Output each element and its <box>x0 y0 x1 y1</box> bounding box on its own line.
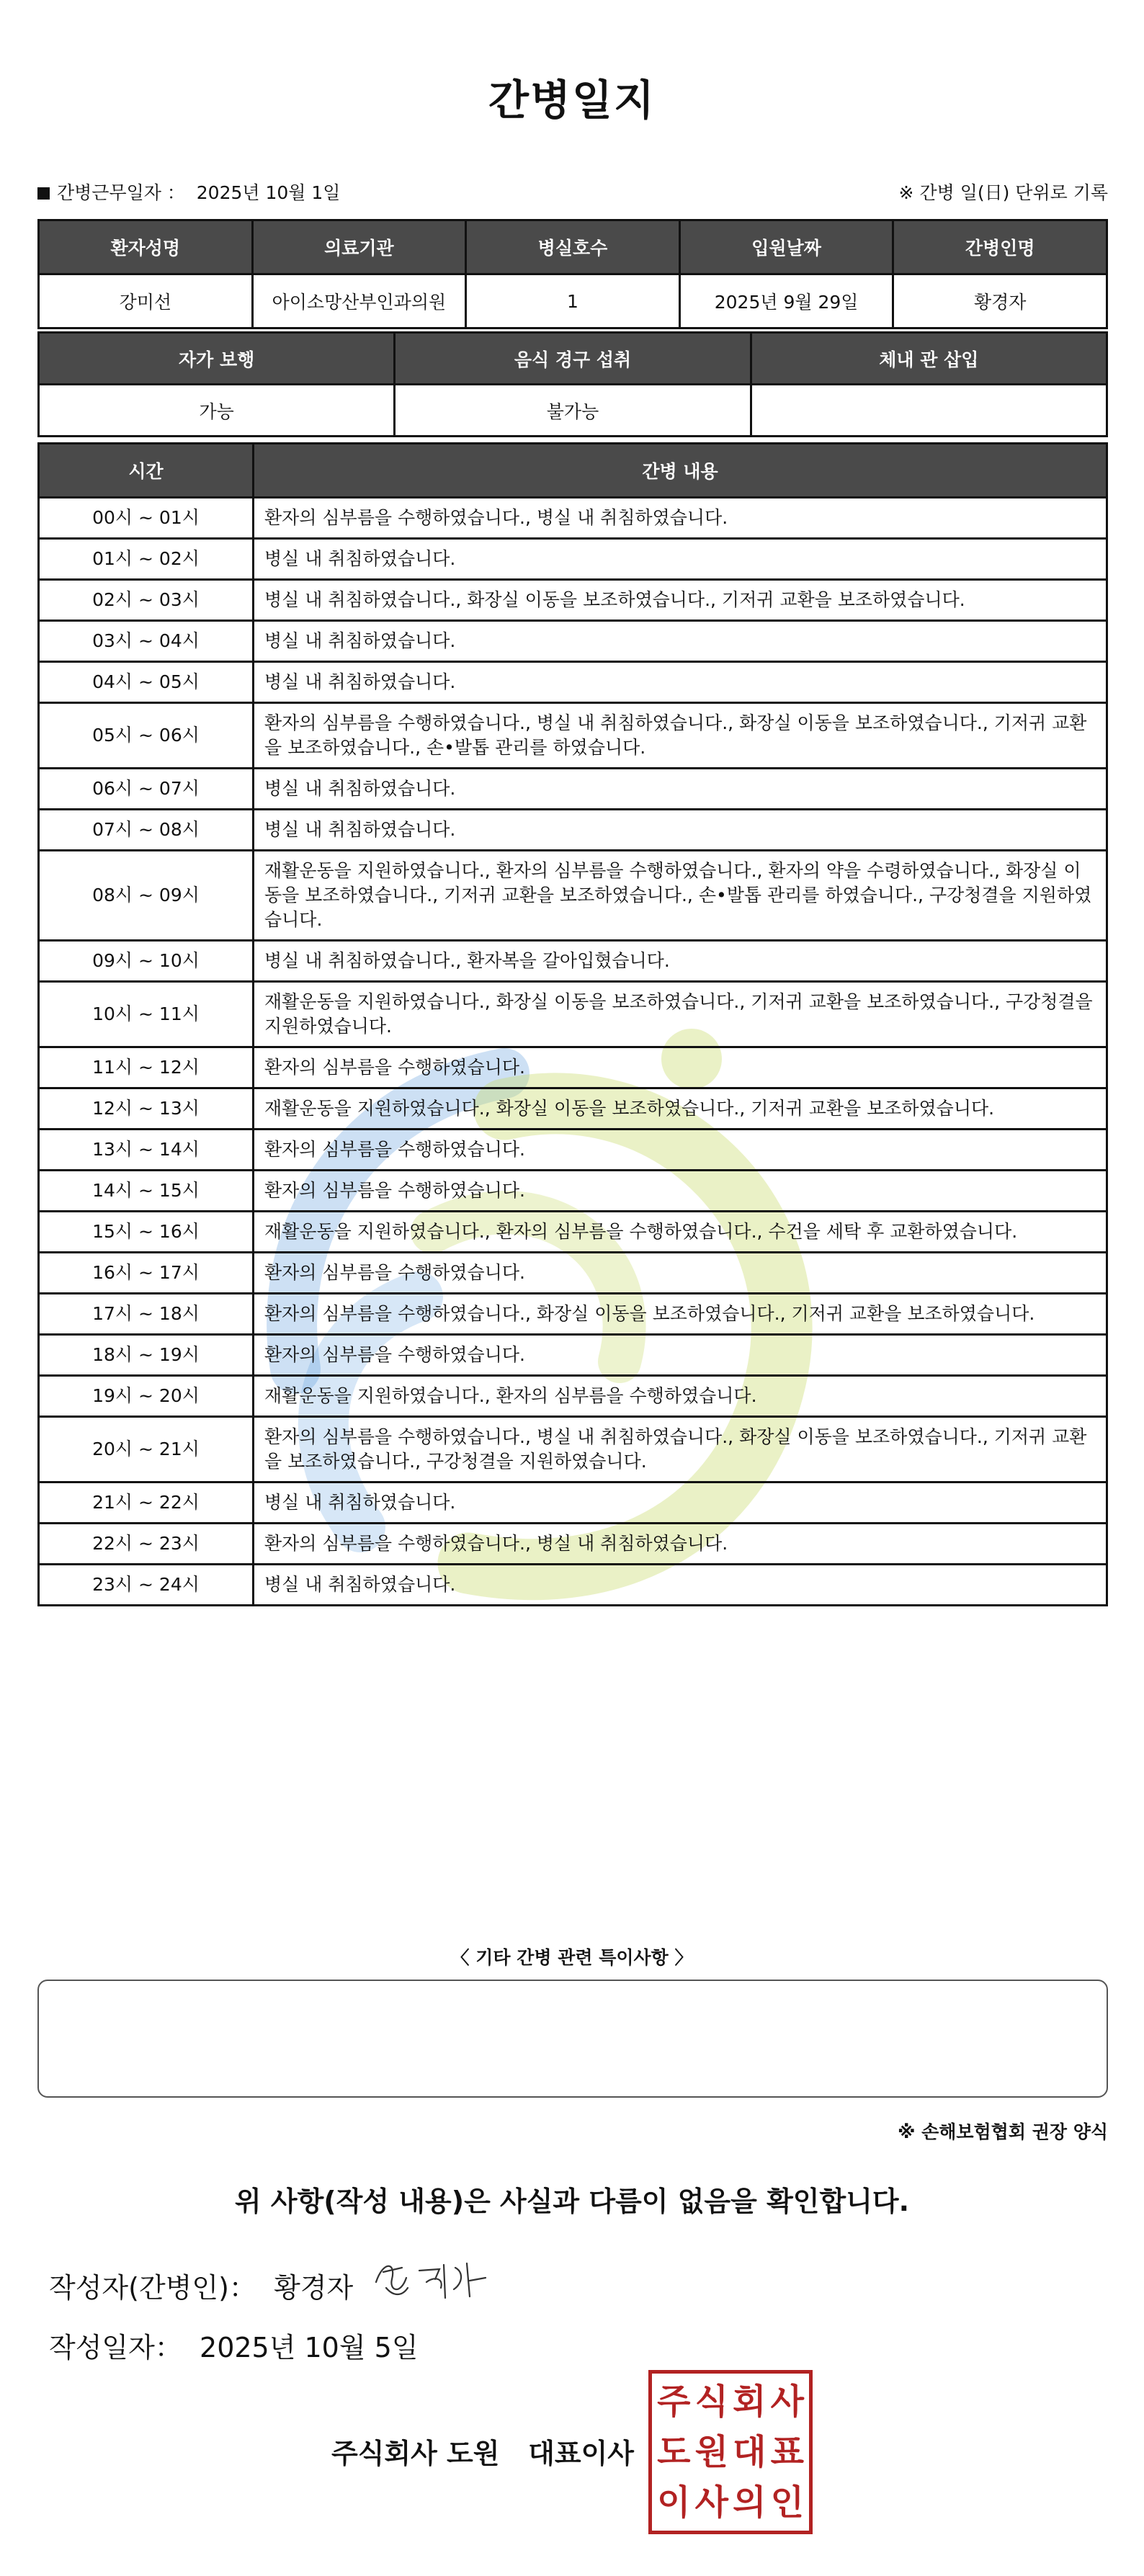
log-content-cell: 환자의 심부름을 수행하였습니다. <box>254 1335 1107 1376</box>
care-log-row <box>39 1294 1107 1335</box>
log-time-cell: 22시 ~ 23시 <box>39 1524 254 1565</box>
log-time-cell: 20시 ~ 21시 <box>39 1417 254 1482</box>
notes-label: 〈 기타 간병 관련 특이사항 〉 <box>451 1947 693 1968</box>
page-title: 간병일지 <box>488 76 656 125</box>
seal-char: 주 <box>657 2382 691 2422</box>
log-time-cell: 00시 ~ 01시 <box>39 498 254 539</box>
log-time-cell: 04시 ~ 05시 <box>39 662 254 703</box>
log-time-cell: 03시 ~ 04시 <box>39 621 254 662</box>
log-time-cell: 06시 ~ 07시 <box>39 769 254 810</box>
seal-char: 이 <box>657 2482 691 2523</box>
log-content-cell: 환자의 심부름을 수행하였습니다., 병실 내 취침하였습니다. <box>254 498 1107 539</box>
writer-row <box>49 2266 353 2305</box>
care-log-row <box>39 941 1107 982</box>
patient-name: 강미선 <box>39 274 253 328</box>
log-content-cell: 환자의 심부름을 수행하였습니다., 화장실 이동을 보조하였습니다., 기저귀 교환을 보조하였습니다. <box>254 1294 1107 1335</box>
log-content-cell: 환자의 심부름을 수행하였습니다. <box>254 1130 1107 1171</box>
header-patient-name: 환자성명 <box>39 220 253 274</box>
company-name: 주식회사 도원 <box>331 2438 500 2469</box>
writer-label: 작성자(간병인)： <box>49 2272 256 2304</box>
log-time-cell: 10시 ~ 11시 <box>39 982 254 1047</box>
self-walking-value: 가능 <box>39 385 395 437</box>
written-date-row <box>49 2325 419 2365</box>
log-content-cell: 환자의 심부름을 수행하였습니다., 병실 내 취침하였습니다., 화장실 이동을 보조하였습니다., 기저귀 교환을 보조하였습니다., 구강청결을 지원하였습니다. <box>254 1417 1107 1482</box>
caregiver-name: 황경자 <box>893 274 1107 328</box>
log-content-cell: 환자의 심부름을 수행하였습니다., 병실 내 취침하였습니다., 화장실 이동을 보조하였습니다., 기저귀 교환을 보조하였습니다., 손•발톱 관리를 하였습니다. <box>254 703 1107 769</box>
care-log-row <box>39 1253 1107 1294</box>
header-room-number: 병실호수 <box>466 220 680 274</box>
seal-char: 표 <box>770 2432 804 2472</box>
log-content-cell: 병실 내 취침하였습니다. <box>254 1482 1107 1524</box>
care-log-row <box>39 1417 1107 1482</box>
care-log-row <box>39 982 1107 1047</box>
header-self-walking: 자가 보행 <box>39 333 395 385</box>
log-time-cell: 16시 ~ 17시 <box>39 1253 254 1294</box>
log-time-cell: 15시 ~ 16시 <box>39 1212 254 1253</box>
seal-char: 원 <box>694 2432 728 2472</box>
log-content-cell: 환자의 심부름을 수행하였습니다., 병실 내 취침하였습니다. <box>254 1524 1107 1565</box>
log-content-cell: 병실 내 취침하였습니다. <box>254 662 1107 703</box>
log-content-cell: 재활운동을 지원하였습니다., 환자의 심부름을 수행하였습니다., 수건을 세탁 후 교환하였습니다. <box>254 1212 1107 1253</box>
written-date-label: 작성일자： <box>49 2332 182 2363</box>
seal-char: 의 <box>733 2482 767 2523</box>
log-time-cell: 01시 ~ 02시 <box>39 539 254 580</box>
care-log-row <box>39 851 1107 941</box>
record-unit-note: ※ 간병 일(日) 단위로 기록 <box>898 182 1108 203</box>
log-time-cell: 02시 ~ 03시 <box>39 580 254 621</box>
work-date-value: 2025년 10월 1일 <box>196 182 341 203</box>
log-content-cell: 병실 내 취침하였습니다. <box>254 769 1107 810</box>
room-number: 1 <box>466 274 680 328</box>
care-log-row <box>39 1335 1107 1376</box>
care-log-row <box>39 662 1107 703</box>
patient-info-value-row <box>39 274 1107 328</box>
log-time-cell: 09시 ~ 10시 <box>39 941 254 982</box>
header-caregiver-name: 간병인명 <box>893 220 1107 274</box>
oral-intake-value: 불가능 <box>395 385 751 437</box>
log-time-cell: 12시 ~ 13시 <box>39 1088 254 1130</box>
care-log-row <box>39 1047 1107 1088</box>
adl-value-row <box>39 385 1107 437</box>
seal-char: 사 <box>694 2482 728 2523</box>
log-time-cell: 19시 ~ 20시 <box>39 1376 254 1417</box>
care-log-row <box>39 621 1107 662</box>
care-log-row <box>39 1130 1107 1171</box>
log-time-cell: 23시 ~ 24시 <box>39 1565 254 1606</box>
log-content-cell: 재활운동을 지원하였습니다., 화장실 이동을 보조하였습니다., 기저귀 교환을 보조하였습니다., 구강청결을 지원하였습니다. <box>254 982 1107 1047</box>
seal-char: 회 <box>733 2382 767 2422</box>
work-date-row <box>37 179 340 205</box>
seal-characters <box>655 2376 806 2528</box>
care-log-row <box>39 498 1107 539</box>
care-log-row <box>39 1524 1107 1565</box>
care-log-row <box>39 769 1107 810</box>
seal-char: 도 <box>657 2432 691 2472</box>
log-time-cell: 07시 ~ 08시 <box>39 810 254 851</box>
log-content-cell: 병실 내 취침하였습니다. <box>254 621 1107 662</box>
log-content-cell: 환자의 심부름을 수행하였습니다. <box>254 1253 1107 1294</box>
log-content-cell: 병실 내 취침하였습니다. <box>254 539 1107 580</box>
care-log-row <box>39 580 1107 621</box>
log-time-cell: 11시 ~ 12시 <box>39 1047 254 1088</box>
log-content-cell: 환자의 심부름을 수행하였습니다. <box>254 1171 1107 1212</box>
company-seal-stamp <box>648 2370 813 2534</box>
handwritten-signature <box>369 2246 499 2311</box>
standard-form-note: ※ 손해보험협회 권장 양식 <box>898 2121 1108 2142</box>
log-time-cell: 05시 ~ 06시 <box>39 703 254 769</box>
care-log-row <box>39 810 1107 851</box>
admission-date: 2025년 9월 29일 <box>679 274 893 328</box>
care-log-row <box>39 1376 1107 1417</box>
company-title: 대표이사 <box>528 2438 635 2469</box>
log-time-cell: 14시 ~ 15시 <box>39 1171 254 1212</box>
patient-info-header-row <box>39 220 1107 274</box>
company-signoff <box>331 2431 634 2471</box>
writer-name: 황경자 <box>274 2272 354 2304</box>
care-log-row <box>39 1212 1107 1253</box>
care-log-header-row <box>39 444 1107 498</box>
log-time-cell: 18시 ~ 19시 <box>39 1335 254 1376</box>
care-log-row <box>39 539 1107 580</box>
care-log-row <box>39 1171 1107 1212</box>
care-log-body <box>39 498 1107 1606</box>
header-time: 시간 <box>39 444 254 498</box>
log-content-cell: 환자의 심부름을 수행하였습니다. <box>254 1047 1107 1088</box>
seal-char: 식 <box>694 2382 728 2422</box>
work-date-label: 간병근무일자 ： <box>57 182 185 203</box>
log-content-cell: 병실 내 취침하였습니다. <box>254 810 1107 851</box>
log-time-cell: 13시 ~ 14시 <box>39 1130 254 1171</box>
hospital-name: 아이소망산부인과의원 <box>252 274 466 328</box>
seal-char: 대 <box>733 2432 767 2472</box>
header-tube-insertion: 체내 관 삽입 <box>751 333 1107 385</box>
log-content-cell: 병실 내 취침하였습니다. <box>254 1565 1107 1606</box>
care-log-row <box>39 1565 1107 1606</box>
seal-char: 인 <box>770 2482 804 2523</box>
adl-table <box>37 331 1108 437</box>
care-log-row <box>39 703 1107 769</box>
header-care-content: 간병 내용 <box>254 444 1107 498</box>
seal-char: 사 <box>770 2382 804 2422</box>
adl-header-row <box>39 333 1107 385</box>
log-time-cell: 17시 ~ 18시 <box>39 1294 254 1335</box>
written-date-value: 2025년 10월 5일 <box>200 2332 419 2363</box>
header-hospital: 의료기관 <box>252 220 466 274</box>
log-time-cell: 21시 ~ 22시 <box>39 1482 254 1524</box>
patient-info-table <box>37 219 1108 329</box>
log-content-cell: 재활운동을 지원하였습니다., 환자의 심부름을 수행하였습니다., 환자의 약을 수령하였습니다., 화장실 이동을 보조하였습니다., 기저귀 교환을 보조하였습니다., 손•발톱 관리를 하였습니다., 구강청결을 지원하였습니다. <box>254 851 1107 941</box>
log-content-cell: 병실 내 취침하였습니다., 환자복을 갈아입혔습니다. <box>254 941 1107 982</box>
header-admission-date: 입원날짜 <box>679 220 893 274</box>
square-bullet-icon <box>37 187 50 200</box>
tube-insertion-value <box>751 385 1107 437</box>
confirmation-statement: 위 사항(작성 내용)은 사실과 다름이 없음을 확인합니다. <box>234 2186 910 2217</box>
header-oral-intake: 음식 경구 섭취 <box>395 333 751 385</box>
log-content-cell: 병실 내 취침하였습니다., 화장실 이동을 보조하였습니다., 기저귀 교환을 보조하였습니다. <box>254 580 1107 621</box>
log-content-cell: 재활운동을 지원하였습니다., 화장실 이동을 보조하였습니다., 기저귀 교환을 보조하였습니다. <box>254 1088 1107 1130</box>
care-log-table <box>37 442 1108 1606</box>
care-log-row <box>39 1482 1107 1524</box>
log-time-cell: 08시 ~ 09시 <box>39 851 254 941</box>
care-log-row <box>39 1088 1107 1130</box>
notes-box[interactable] <box>37 1980 1108 2098</box>
log-content-cell: 재활운동을 지원하였습니다., 환자의 심부름을 수행하였습니다. <box>254 1376 1107 1417</box>
